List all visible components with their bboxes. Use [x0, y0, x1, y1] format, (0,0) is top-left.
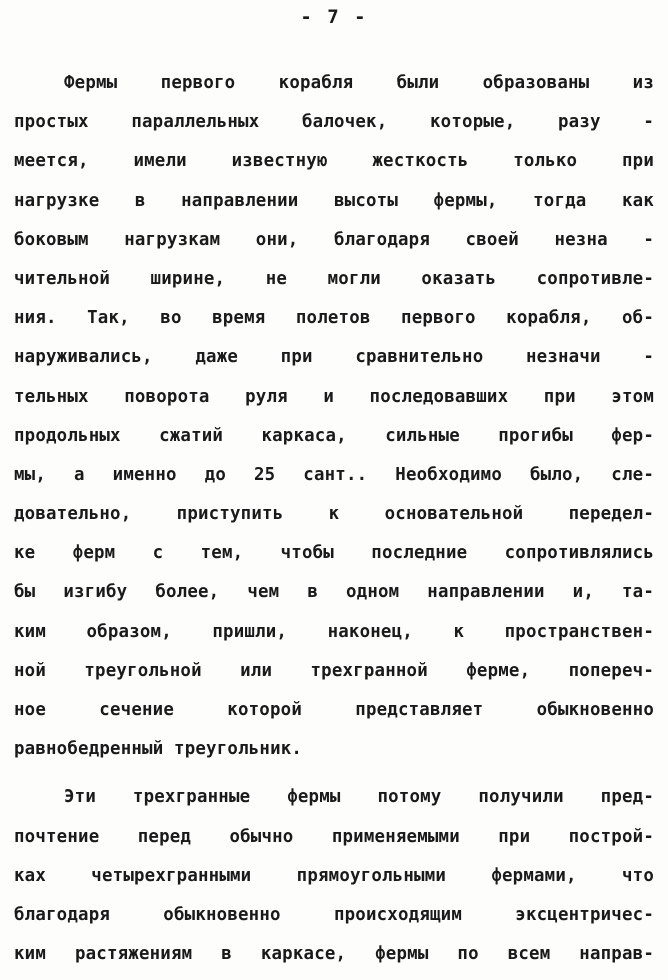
text-line: простых параллельных балочек, которые, разу - — [14, 112, 654, 133]
text-line: равнобедренный треугольник. — [14, 739, 303, 760]
page-number: - 7 - — [300, 6, 368, 28]
text-line: ной треугольной или трехгранной ферме, попереч- — [14, 660, 654, 681]
text-line: бы изгибу более, чем в одном направлении и, та- — [14, 582, 654, 603]
text-line: ное сечение которой представляет обыкновенно — [14, 700, 654, 720]
text-line: почтение перед обычно применяемыми при построй- — [14, 826, 654, 847]
text-line: довательно, приступить к основательной передел- — [14, 504, 654, 525]
paragraph — [14, 778, 654, 974]
text-line: ния. Так, во время полетов первого корабля, об- — [14, 308, 654, 329]
text-line: продольных сжатий каркаса, сильные прогибы фер- — [14, 425, 654, 446]
text-line: мы, а именно до 25 сант.. Необходимо было, сле- — [14, 464, 654, 485]
body-text — [14, 64, 654, 974]
text-line: ким образом, пришли, наконец, к пространствен- — [14, 621, 654, 642]
text-line: тельных поворота руля и последовавших при этом — [14, 386, 654, 407]
text-line: ким растяжениям в каркасе, фермы по всем направ- — [14, 944, 654, 965]
text-line: наруживались, даже при сравнительно незначи - — [14, 347, 654, 368]
text-line: чительной ширине, не могли оказать сопротивле- — [14, 268, 654, 289]
text-line: Эти трехгранные фермы потому получили пред- — [64, 787, 654, 808]
text-line: ке ферм с тем, чтобы последние сопротивлялись — [14, 543, 654, 564]
text-line: боковым нагрузкам они, благодаря своей незна - — [14, 229, 654, 250]
text-line: нагрузке в направлении высоты фермы, тогда как — [14, 190, 654, 211]
text-line: ках четырехгранными прямоугольными фермами, что — [14, 865, 654, 886]
text-line: Фермы первого корабля были образованы из — [64, 73, 654, 93]
text-line: благодаря обыкновенно происходящим эксцентричес- — [14, 904, 654, 925]
text-line: меется, имели известную жесткость только при — [14, 151, 654, 172]
paragraph — [14, 64, 654, 769]
